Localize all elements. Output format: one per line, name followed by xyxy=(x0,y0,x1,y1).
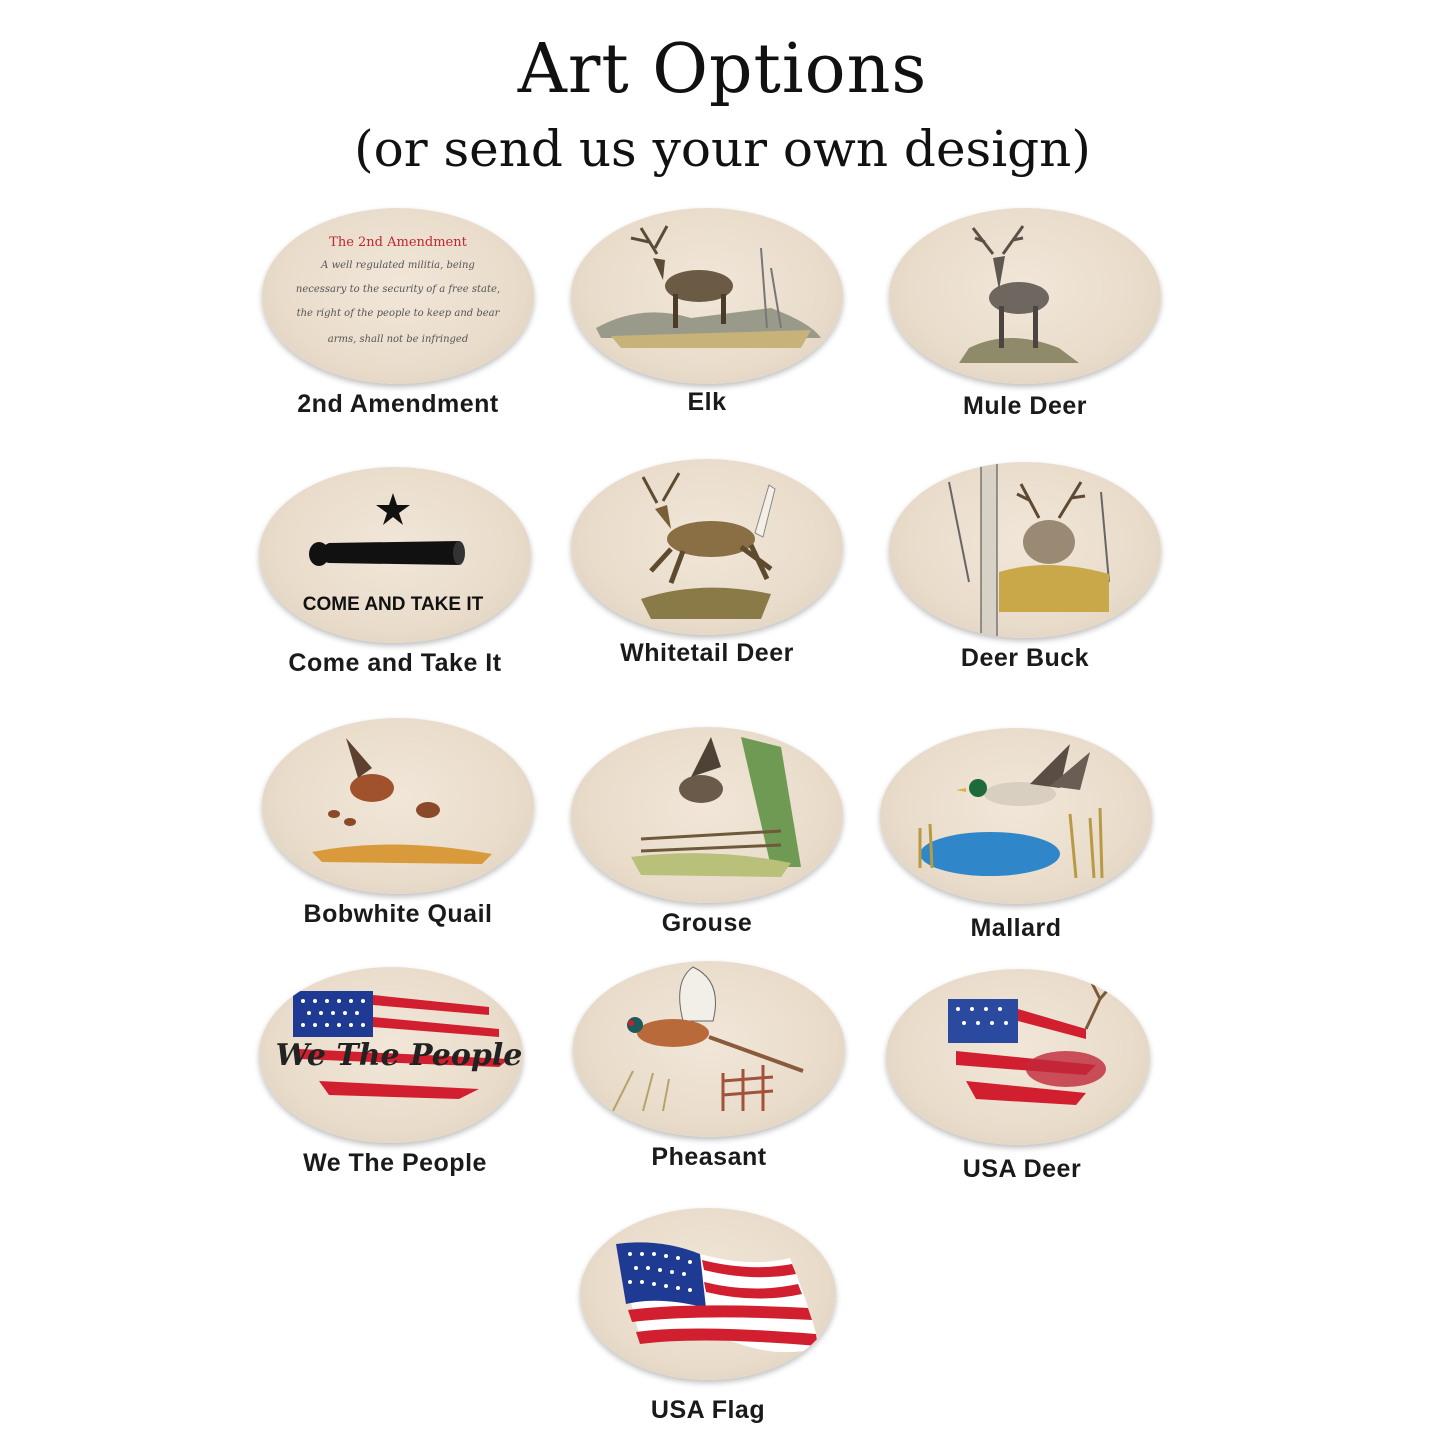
usa-flag-image xyxy=(580,1208,836,1380)
art-option-mule-deer[interactable] xyxy=(889,208,1189,428)
art-option-bobwhite-quail[interactable] xyxy=(262,718,562,938)
art-option-label: Elk xyxy=(687,388,727,416)
art-option-we-the-people[interactable] xyxy=(259,967,559,1187)
art-option-label: USA Flag xyxy=(650,1396,766,1424)
come-and-take-it-image xyxy=(259,467,531,643)
waving-flag xyxy=(616,1242,820,1352)
svg-text:COME AND TAKE IT: COME AND TAKE IT xyxy=(302,594,484,615)
art-option-label: Mallard xyxy=(970,914,1062,942)
we-the-people-image xyxy=(259,967,523,1143)
art-option-pheasant[interactable] xyxy=(573,961,873,1181)
art-option-label: We The People xyxy=(303,1149,487,1177)
star-icon xyxy=(376,493,410,525)
elk-image xyxy=(571,208,843,384)
art-heading: The 2nd Amendment xyxy=(329,235,467,250)
svg-text:arms, shall not be infringed: arms, shall not be infringed xyxy=(327,334,469,345)
mallard-image xyxy=(880,728,1152,904)
art-option-label: Whitetail Deer xyxy=(620,639,794,667)
grouse-image xyxy=(571,727,843,903)
art-option-deer-buck[interactable] xyxy=(889,462,1189,682)
art-option-label: Bobwhite Quail xyxy=(303,900,493,928)
art-option-label: Deer Buck xyxy=(960,644,1090,672)
art-option-usa-deer[interactable] xyxy=(886,969,1186,1189)
art-option-label: 2nd Amendment xyxy=(297,390,499,418)
mule-deer-image xyxy=(889,208,1161,384)
svg-text:A well regulated militia, bein: A well regulated militia, being xyxy=(321,260,475,271)
art-option-label: USA Deer xyxy=(962,1155,1082,1183)
bobwhite-quail-image xyxy=(262,718,534,894)
art-option-usa-flag[interactable] xyxy=(580,1208,880,1428)
art-option-whitetail-deer[interactable] xyxy=(571,459,871,679)
art-option-label: Grouse xyxy=(661,909,753,937)
svg-text:necessary to the security of a: necessary to the security of a free state, xyxy=(295,284,501,295)
page-subtitle: (or send us your own design) xyxy=(354,120,1091,178)
page-title: Art Options xyxy=(517,30,928,109)
usa-deer-image xyxy=(886,969,1150,1145)
art-option-elk[interactable] xyxy=(571,208,871,428)
whitetail-deer-image xyxy=(571,459,843,635)
svg-text:the right of the people to kee: the right of the people to keep and bear xyxy=(296,308,500,319)
svg-text:We The People: We The People xyxy=(275,1038,523,1073)
pheasant-image xyxy=(573,961,845,1137)
art-option-mallard[interactable] xyxy=(880,728,1180,948)
art-option-2nd-amendment[interactable] xyxy=(262,208,562,428)
art-option-come-and-take-it[interactable] xyxy=(259,467,559,687)
deer-buck-image xyxy=(889,462,1161,638)
art-option-grouse[interactable] xyxy=(571,727,871,947)
art-option-label: Mule Deer xyxy=(963,392,1087,420)
art-2nd-amendment-image xyxy=(262,208,534,384)
art-option-label: Come and Take It xyxy=(288,649,502,677)
art-option-label: Pheasant xyxy=(651,1143,767,1171)
